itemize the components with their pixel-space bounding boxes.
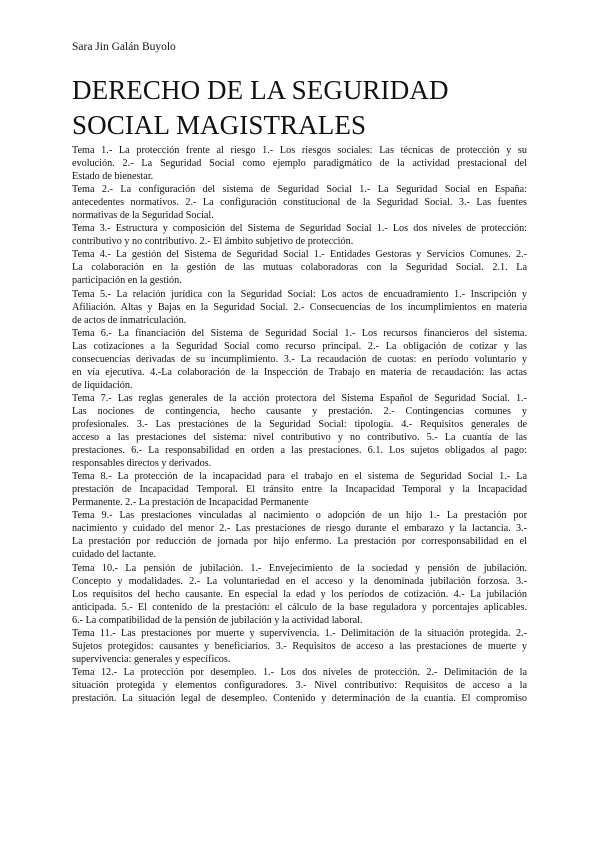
document-title: [72, 73, 532, 143]
body-line: contributivo y no contributivo. 2.- El ámbito subjetivo de protección.: [72, 236, 354, 248]
body-line: Tema 2.- La configuración del sistema de Seguridad Social 1.- La Seguridad Social en España:: [72, 184, 527, 196]
body-line: consecuencias derivadas de su incumplimiento. 3.- La recaudación de cuotas: en período voluntario y: [72, 353, 527, 365]
body-line: Afiliación. Altas y Bajas en la Seguridad Social. 2.- Consecuencias de los incumplimientos en materia: [72, 301, 527, 313]
title-line-1: DERECHO DE LA SEGURIDAD: [72, 75, 449, 105]
body-line: en vía ejecutiva. 4.-La colaboración de la Inspección de Trabajo en materia de recaudación: las actas: [72, 366, 527, 378]
body-line: Permanente. 2.- La prestación de Incapacidad Permanente: [72, 497, 309, 509]
body-line: supervivencia: generales y específicos.: [72, 653, 231, 665]
body-line: antecedentes normativos. 2.- La configuración constitucional de la Seguridad Social. 3.- Las fuentes: [72, 197, 527, 209]
body-line: Tema 4.- La gestión del Sistema de Seguridad Social 1.- Entidades Gestoras y Servicios Comunes. 2.-: [72, 249, 527, 261]
body-line: cuidado del lactante.: [72, 549, 157, 561]
body-line: anticipada. 5.- El contenido de la prestación: el cálculo de la base reguladora y porcentajes aplicables.: [72, 601, 527, 613]
body-line: Tema 5.- La relación jurídica con la Seguridad Social: Los actos de encuadramiento 1.- Inscripción y: [72, 288, 527, 300]
body-line: normativas de la Seguridad Social.: [72, 210, 214, 222]
author-name: Sara Jin Galán Buyolo: [72, 41, 176, 53]
body-line: responsables directos y derivados.: [72, 458, 212, 470]
body-line: Concepto y modalidades. 2.- La voluntariedad en el acceso y la denominada jubilación forzosa. 3.-: [72, 575, 527, 587]
body-line: situación protegida y elementos configuradores. 3.- Nivel contributivo: Requisitos de acceso a la: [72, 679, 527, 691]
body-line: Las nociones de contingencia, hecho causante y prestación. 2.- Contingencias comunes y: [72, 405, 527, 417]
body-line: La prestación por reducción de jornada por hijo enfermo. La prestación por corresponsabilidad en el: [72, 536, 527, 548]
body-line: de actos de inmatriculación.: [72, 314, 187, 326]
body-line: Tema 1.- La protección frente al riesgo 1.- Los riesgos sociales: Las técnicas de protección y su: [72, 145, 527, 156]
body-line: Estado de bienestar.: [72, 171, 154, 183]
body-line: Tema 11.- Las prestaciones por muerte y supervivencia. 1.- Delimitación de la situación protegida. 2.-: [72, 627, 527, 639]
body-line: evolución. 2.- La Seguridad Social como ejemplo paradigmático de la actividad prestacional del: [72, 158, 527, 170]
body-line: Las cotizaciones a la Seguridad Social como recurso principal. 2.- La obligación de cotizar y las: [72, 340, 527, 352]
body-line: Tema 12.- La protección por desempleo. 1.- Los dos niveles de protección. 2.- Delimitación de la: [72, 666, 527, 678]
body-line: profesionales. 3.- Las prestaciones de la Seguridad Social: tipología. 4.- Requisitos generales de: [72, 418, 527, 430]
body-line: Los requisitos del hecho causante. En especial la edad y los períodos de cotización. 4.- La jubilación: [72, 588, 527, 600]
body-line: Tema 3.- Estructura y composición del Sistema de Seguridad Social 1.- Los dos niveles de protección:: [72, 223, 527, 235]
body-line: Tema 9.- Las prestaciones vinculadas al nacimiento o adopción de un hijo 1.- La prestación por: [72, 510, 527, 522]
body-line: acceso a las prestaciones del sistema: nivel contributivo y no contributivo. 5.- La cuantía de las: [72, 432, 527, 444]
body-line: 6.- La compatibilidad de la pensión de jubilación y la actividad laboral.: [72, 614, 363, 626]
body-line: Tema 7.- Las reglas generales de la acción protectora del Sistema Español de Seguridad Social. 1.-: [72, 392, 527, 404]
body-line: participación en la gestión.: [72, 275, 182, 287]
body-line: prestación. La situación legal de desempleo. Contenido y determinación de la cuantía. El compromiso: [72, 692, 527, 704]
body-line: Sujetos protegidos: causantes y beneficiarios. 3.- Requisitos de acceso a las prestaciones de muerte y: [72, 640, 527, 652]
title-line-2: SOCIAL MAGISTRALES: [72, 110, 367, 140]
body-line: prestación de Incapacidad Temporal. El tránsito entre la Incapacidad Temporal y la Incapacidad: [72, 484, 527, 496]
body-line: prestaciones. 6.- La responsabilidad en orden a las prestaciones. 6.1. Los sujetos obligados al pago:: [72, 445, 527, 457]
body-line: La colaboración en la gestión de las mutuas colaboradoras con la Seguridad Social. 2.1. La: [72, 262, 527, 274]
body-line: nacimiento y cuidado del menor 2.- Las prestaciones de riesgo durante el embarazo y la lactancia. 3.-: [72, 523, 527, 535]
body-line: Tema 8.- La protección de la incapacidad para el trabajo en el sistema de Seguridad Social 1.- La: [72, 471, 527, 483]
body-line: Tema 6.- La financiación del Sistema de Seguridad Social 1.- Los recursos financieros del sistema.: [72, 327, 527, 339]
body-line: Tema 10.- La pensión de jubilación. 1.- Envejecimiento de la sociedad y pensión de jubilación.: [72, 562, 527, 574]
body-line: de liquidación.: [72, 379, 133, 391]
syllabus-body: [72, 144, 527, 705]
